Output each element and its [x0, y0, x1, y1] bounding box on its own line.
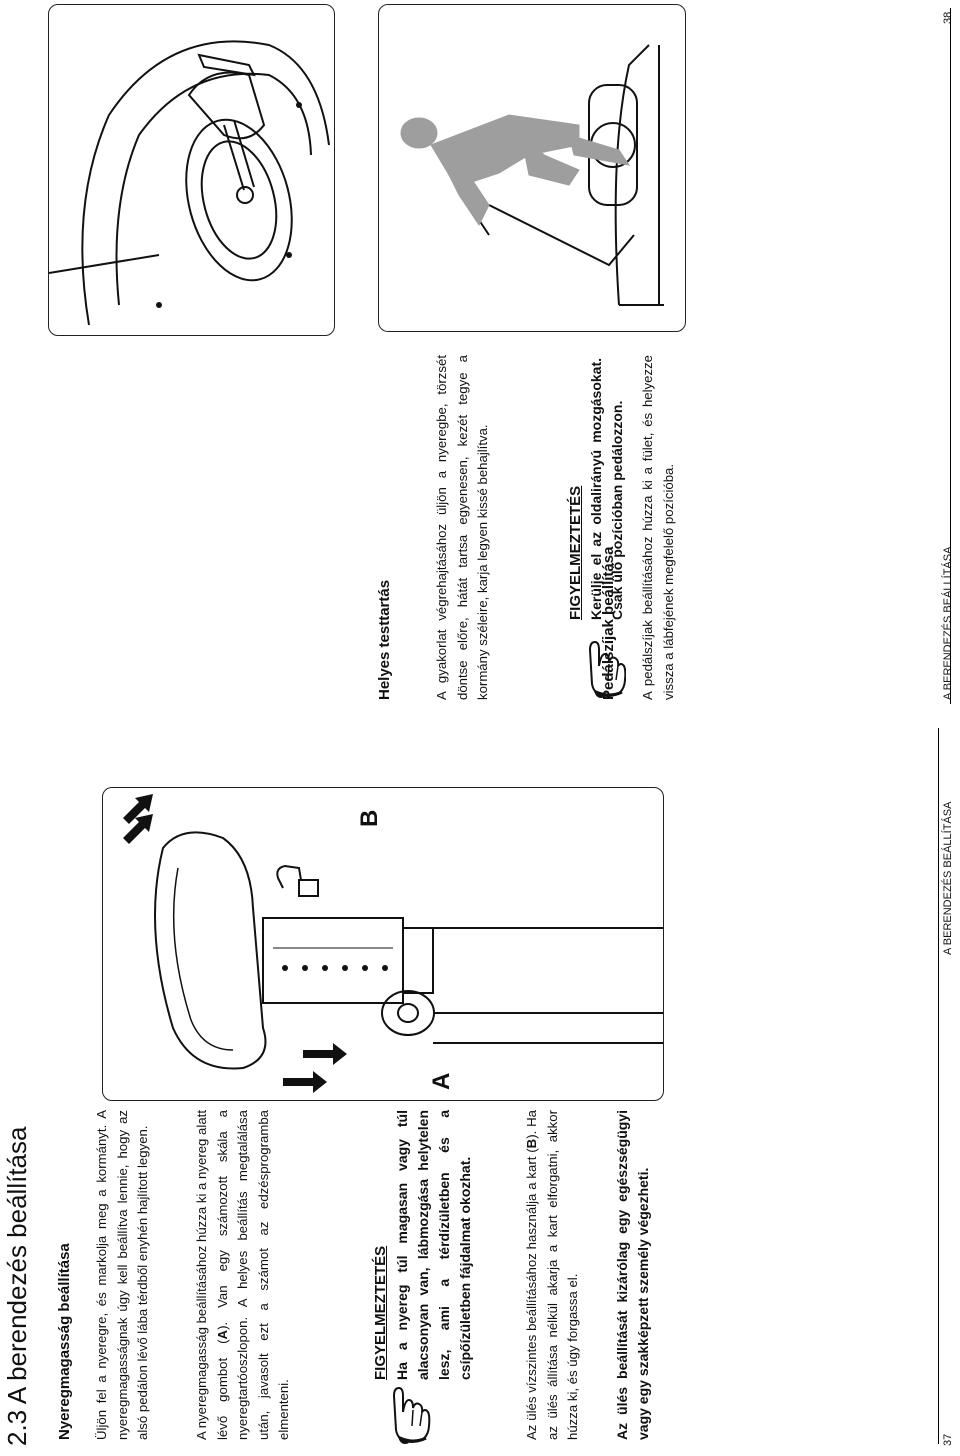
- pedal-strap-heading: Pedálszíjak beállítása: [600, 546, 617, 700]
- horizontal-adjust-paragraph: Az ülés vízszintes beállításához használja a kart (B). Ha az ülés állítása nélkül akarja a kart elforgatni, akkor húzza ki, és úgy forgassa el.: [524, 1110, 580, 1440]
- left-page-number: 37: [942, 1433, 954, 1446]
- pedal-strap-paragraph: A pedálszíjak beállításához húzza ki a fület, és helyezze vissza a lábfejének megfelelő pozícióba.: [640, 355, 676, 700]
- pedal-strap-figure: [48, 4, 335, 336]
- saddle-height-paragraph-1: Üljön fel a nyeregre, és markolja meg a kormányt. A nyeregmagasságnak úgy kell beállítva lennie, hogy az alsó pedálon lévő lába térdből enyhén hajlított legyen.: [94, 1110, 150, 1440]
- posture-paragraph: A gyakorlat végrehajtásához üljön a nyeregbe, törzsét döntse előre, hátát tartsa egyenesen, kezét tegye a kormány széleire, karja legyen kissé behajlítva.: [434, 355, 490, 700]
- posture-figure: [378, 4, 686, 332]
- side-movement-warning-label: FIGYELMEZTETÉS: [567, 485, 584, 620]
- left-footer-rule: [938, 728, 939, 1444]
- saddle-adjustment-figure: [102, 787, 664, 1101]
- page-title: 2.3 A berendezés beállítása: [2, 1126, 32, 1446]
- figure-label-b: B: [356, 809, 383, 827]
- warning-hand-icon: [372, 1376, 432, 1446]
- side-movement-warning-text: Kerülje el az oldalirányú mozgásokat. Csak ülő pozícióban pedálozzon.: [588, 358, 625, 620]
- saddle-height-heading: Nyeregmagasság beállítása: [56, 1243, 73, 1440]
- saddle-height-paragraph-2: A nyeregmagasság beállításához húzza ki a nyereg alatt lévő gombot (A). Van egy számozott skála a nyeregtartóoszlopon. A helyes beállítás megtalálása után, javasolt ezt a számot az edzésprogramba elmenteni.: [194, 1109, 291, 1440]
- saddle-warning-label: FIGYELMEZTETÉS: [372, 1245, 389, 1380]
- posture-heading: Helyes testtartás: [376, 579, 393, 700]
- warning-hand-icon-right: [570, 630, 626, 700]
- horizontal-adjust-note: Az ülés beállítását kizárólag egy egészségügyi vagy egy szakképzett személy végezheti.: [614, 1110, 651, 1440]
- left-footer-section: A BERENDEZÉS BEÁLLÍTÁSA: [942, 801, 954, 955]
- figure-label-a: A: [428, 1072, 455, 1090]
- saddle-warning-text: Ha a nyereg túl magasan vagy túl alacsonyan van, lábmozgása helytelen lesz, ami a térdízületben és a csípőízületben fájdalmat okozhat.: [394, 1110, 473, 1380]
- right-page-number: 38: [942, 11, 954, 24]
- right-footer-section: A BERENDEZÉS BEÁLLÍTÁSA: [942, 546, 954, 700]
